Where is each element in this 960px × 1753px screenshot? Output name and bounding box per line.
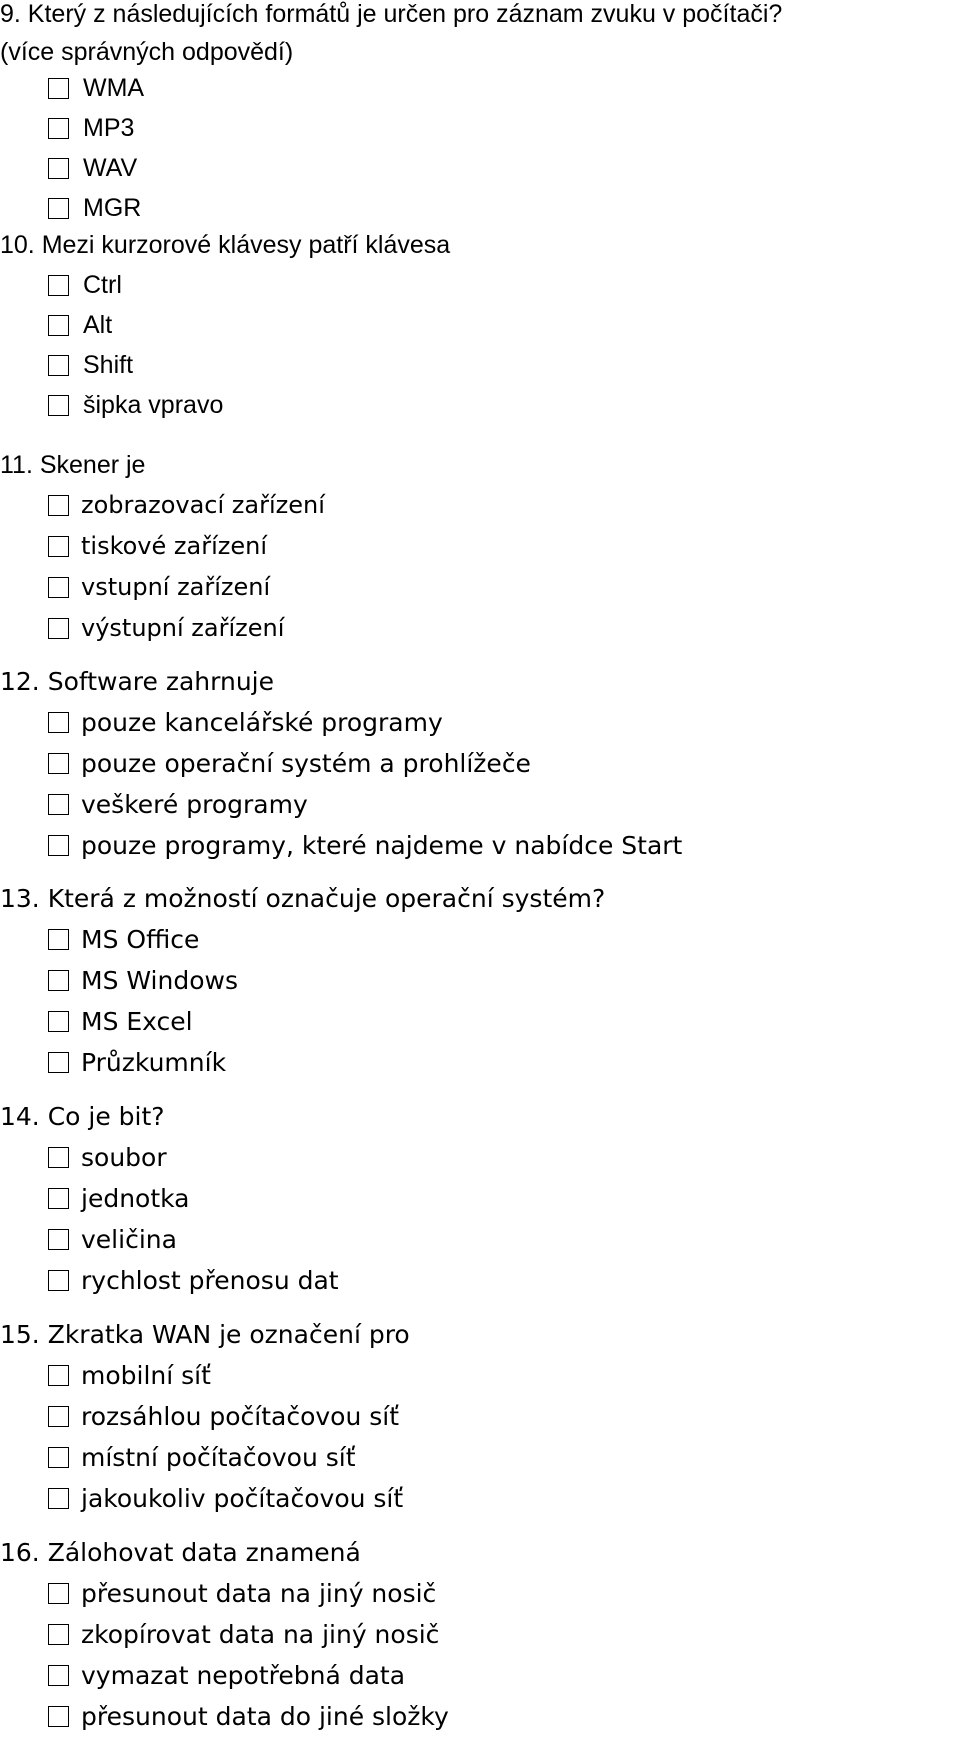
checkbox[interactable] <box>48 1706 69 1727</box>
option-label: pouze kancelářské programy <box>81 708 443 737</box>
option-label: Alt <box>83 311 113 339</box>
option-label: MS Windows <box>81 966 238 995</box>
option-alt[interactable] <box>48 305 112 346</box>
option-file[interactable] <box>48 1137 167 1178</box>
option-ms-office[interactable] <box>48 919 199 960</box>
checkbox[interactable] <box>48 1447 69 1468</box>
option-label: jakoukoliv počítačovou síť <box>81 1484 404 1513</box>
checkbox[interactable] <box>48 1270 69 1291</box>
option-label: Ctrl <box>83 271 122 299</box>
checkbox[interactable] <box>48 395 69 416</box>
option-os-and-browsers[interactable] <box>48 743 531 784</box>
option-move-to-other-folder[interactable] <box>48 1696 449 1737</box>
option-label: místní počítačovou síť <box>81 1443 356 1472</box>
checkbox[interactable] <box>48 1624 69 1645</box>
option-unit[interactable] <box>48 1178 190 1219</box>
checkbox[interactable] <box>48 712 69 733</box>
checkbox[interactable] <box>48 970 69 991</box>
option-mobile-network[interactable] <box>48 1355 211 1396</box>
option-explorer[interactable] <box>48 1042 226 1083</box>
option-label: pouze operační systém a prohlížeče <box>81 749 531 778</box>
checkbox[interactable] <box>48 355 69 376</box>
checkbox[interactable] <box>48 1229 69 1250</box>
option-any-network[interactable] <box>48 1478 403 1519</box>
option-label: Průzkumník <box>81 1048 227 1077</box>
question-title: 11. Skener je <box>0 451 146 479</box>
checkbox[interactable] <box>48 1488 69 1509</box>
checkbox[interactable] <box>48 315 69 336</box>
checkbox[interactable] <box>48 536 69 557</box>
option-label: MGR <box>83 194 142 222</box>
option-label: tiskové zařízení <box>81 532 267 560</box>
option-label: rychlost přenosu dat <box>81 1266 339 1295</box>
option-ms-windows[interactable] <box>48 960 238 1001</box>
question-title: 9. Který z následujících formátů je určen pro záznam zvuku v počítači? <box>0 0 783 28</box>
checkbox[interactable] <box>48 1188 69 1209</box>
checkbox[interactable] <box>48 618 69 639</box>
option-all-programs[interactable] <box>48 784 308 825</box>
option-input-device[interactable] <box>48 567 270 608</box>
option-mp3[interactable] <box>48 108 134 149</box>
question-title: 16. Zálohovat data znamená <box>0 1538 361 1567</box>
option-label: zobrazovací zařízení <box>81 491 325 519</box>
option-start-menu-programs[interactable] <box>48 825 682 866</box>
option-label: jednotka <box>81 1184 190 1213</box>
option-label: WAV <box>83 154 138 182</box>
question-subtitle: (více správných odpovědí) <box>0 38 294 66</box>
option-transfer-rate[interactable] <box>48 1260 339 1301</box>
checkbox[interactable] <box>48 78 69 99</box>
option-label: výstupní zařízení <box>81 614 285 642</box>
checkbox[interactable] <box>48 929 69 950</box>
option-ctrl[interactable] <box>48 265 122 306</box>
option-label: rozsáhlou počítačovou síť <box>81 1402 400 1431</box>
option-print-device[interactable] <box>48 526 267 567</box>
checkbox[interactable] <box>48 753 69 774</box>
option-move-to-other-media[interactable] <box>48 1573 436 1614</box>
option-label: šipka vpravo <box>83 391 224 419</box>
option-label: soubor <box>81 1143 167 1172</box>
checkbox[interactable] <box>48 1052 69 1073</box>
checkbox[interactable] <box>48 495 69 516</box>
option-label: MS Excel <box>81 1007 193 1036</box>
option-label: mobilní síť <box>81 1361 211 1390</box>
question-title: 14. Co je bit? <box>0 1102 165 1131</box>
option-wma[interactable] <box>48 68 144 109</box>
question-title: 10. Mezi kurzorové klávesy patří klávesa <box>0 231 451 259</box>
checkbox[interactable] <box>48 275 69 296</box>
option-label: WMA <box>83 74 145 102</box>
checkbox[interactable] <box>48 158 69 179</box>
option-wav[interactable] <box>48 148 137 189</box>
option-label: MS Office <box>81 925 200 954</box>
option-wide-area-network[interactable] <box>48 1396 399 1437</box>
option-display-device[interactable] <box>48 485 325 526</box>
option-label: veškeré programy <box>81 790 308 819</box>
checkbox[interactable] <box>48 794 69 815</box>
option-mgr[interactable] <box>48 188 141 229</box>
question-title: 12. Software zahrnuje <box>0 667 274 696</box>
option-label: MP3 <box>83 114 135 142</box>
option-label: Shift <box>83 351 134 379</box>
checkbox[interactable] <box>48 1665 69 1686</box>
option-quantity[interactable] <box>48 1219 177 1260</box>
option-office-programs[interactable] <box>48 702 443 743</box>
checkbox[interactable] <box>48 577 69 598</box>
option-label: přesunout data do jiné složky <box>81 1702 449 1731</box>
option-output-device[interactable] <box>48 608 284 649</box>
option-local-network[interactable] <box>48 1437 356 1478</box>
option-copy-to-other-media[interactable] <box>48 1614 439 1655</box>
option-label: zkopírovat data na jiný nosič <box>81 1620 440 1649</box>
option-label: pouze programy, které najdeme v nabídce Start <box>81 831 683 860</box>
option-shift[interactable] <box>48 345 133 386</box>
option-label: veličina <box>81 1225 177 1254</box>
checkbox[interactable] <box>48 1365 69 1386</box>
option-ms-excel[interactable] <box>48 1001 193 1042</box>
checkbox[interactable] <box>48 1011 69 1032</box>
checkbox[interactable] <box>48 1147 69 1168</box>
checkbox[interactable] <box>48 1583 69 1604</box>
checkbox[interactable] <box>48 1406 69 1427</box>
option-arrow-right[interactable] <box>48 385 223 426</box>
option-delete-unneeded[interactable] <box>48 1655 405 1696</box>
question-title: 13. Která z možností označuje operační systém? <box>0 884 606 913</box>
checkbox[interactable] <box>48 835 69 856</box>
question-title: 15. Zkratka WAN je označení pro <box>0 1320 410 1349</box>
option-label: přesunout data na jiný nosič <box>81 1579 437 1608</box>
checkbox[interactable] <box>48 118 69 139</box>
option-label: vstupní zařízení <box>81 573 271 601</box>
checkbox[interactable] <box>48 198 69 219</box>
option-label: vymazat nepotřebná data <box>81 1661 406 1690</box>
